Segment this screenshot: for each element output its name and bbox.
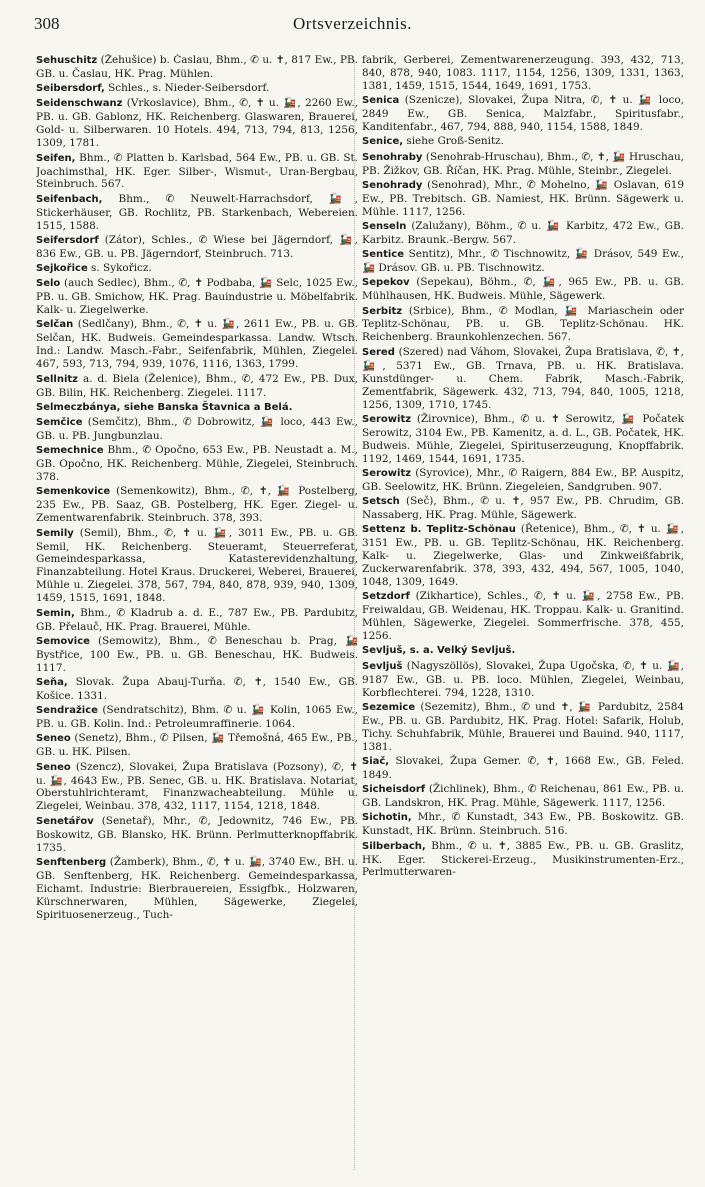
place-entry: [36, 761, 358, 814]
place-description: (Senohrab-Hruschau), Bhm., ✆, ✝, 🚂 Hruschau, PB. Žižkov, GB. Říčan, HK. Prag. Mühle, Steinbr., Ziegelei.: [362, 150, 684, 177]
place-description: (Sezemitz), Bhm., ✆ und ✝, 🚂 Pardubitz, 2584 Ew., PB. u. GB. Pardubitz, HK. Prag. Hotel: Safarik, Holub, Tichy. Schuhfabrik, Mühle, Brauerei und Bauind. 940, 1117, 1381.: [362, 700, 684, 753]
place-description: (Syrovice), Mhr., ✆ Raigern, 884 Ew., BP. Auspitz, GB. Seelowitz, HK. Brünn. Ziegeleien, Sandgruben. 907.: [362, 466, 684, 493]
place-name: Selčan: [36, 319, 74, 331]
place-description: (Zátor), Schles., ✆ Wiese bei Jägerndorf, 🚂, 836 Ew., GB. u. PB. Jägerndorf, Steinbruch. 713.: [36, 233, 358, 260]
place-entry: [36, 401, 358, 415]
place-description: Schles., s. Nieder-Seibersdorf.: [104, 82, 270, 95]
place-entry: [362, 248, 684, 275]
left-column: [36, 54, 358, 1174]
place-description: a. d. Biela (Želenice), Bhm., ✆, 472 Ew., PB. Dux, GB. Bilin, HK. Reichenberg. Ziegelei. 1117.: [36, 372, 358, 399]
place-entry: [362, 811, 684, 838]
place-name: Sepekov: [362, 277, 410, 289]
place-description: (Szenicze), Slovakei, Župa Nitra, ✆, ✝ u. 🚂 loco, 2849 Ew., GB. Senica, Malzfabr., Spiritusfabr., Kanditenfabr., 467, 794, 888, 940, 1154, 1588, 1849.: [362, 94, 684, 134]
place-description: Bhm., ✆ Opočno, 653 Ew., PB. Neustadt a. M., GB. Opočno, HK. Reichenberg. Mühle, Ziegelei, Steinbruch. 378.: [36, 444, 358, 484]
place-entry: [362, 701, 684, 754]
right-column: [362, 54, 684, 1174]
place-description: Slovakei, Župa Gemer. ✆, ✝, 1668 Ew., GB. Feled. 1849.: [362, 754, 684, 781]
place-name: Senice,: [362, 136, 404, 148]
place-entry: [362, 660, 684, 700]
place-entry: [362, 413, 684, 466]
place-entry: [36, 444, 358, 484]
place-entry: [36, 856, 358, 922]
place-name: Sicheisdorf: [362, 784, 426, 796]
place-entry: [36, 635, 358, 675]
place-name: Selo: [36, 278, 61, 290]
place-name: Siač,: [362, 755, 390, 767]
place-name: Sered: [362, 346, 395, 358]
place-description: Bhm., ✆ u. ✝, 3885 Ew., PB. u. GB. Graslitz, HK. Eger. Stickerei-Erzeug., Musikinstrumenten-Erz., Perlmutterwaren-: [362, 839, 684, 879]
place-name: Setsch: [362, 496, 400, 508]
place-description: Sentitz), Mhr., ✆ Tischnowitz, 🚂 Drásov, 549 Ew., 🚂 Drásov. GB. u. PB. Tischnowitz.: [362, 248, 684, 275]
place-entry: [36, 234, 358, 261]
place-name: Seňa,: [36, 676, 68, 688]
place-name: Seifen,: [36, 152, 76, 164]
place-name: Senohrady: [362, 179, 423, 191]
place-description: (Semčitz), Bhm., ✆ Dobrowitz, 🚂 loco, 443 Ew., GB. u. PB. Jungbunzlau.: [36, 416, 358, 442]
place-description: (Žirovnice), Bhm., ✆ u. ✝ Serowitz, 🚂 Počatek Serowitz, 3104 Ew., PB. Kamenitz, a. d. L., GB. Počatek, HK. Budweis. Mühle, Ziegelei, Spirituserzeugung, Knopffabrik. 1192, 1469, 1544, 1691, 1735.: [362, 412, 684, 465]
place-name: Sejkořice: [36, 263, 88, 275]
place-description: Slovak. Župa Abauj-Turňa. ✆, ✝, 1540 Ew., GB. Košice. 1331.: [36, 675, 358, 702]
place-description: (Szered) nad Váhom, Slovakei, Župa Bratislava, ✆, ✝, 🚂, 5371 Ew., GB. Trnava, PB. u. HK. Bratislava. Kunstdünger- u. Chem. Fabrik, Masch.-Fabrik, Zementfabrik, Sägewerk. 432, 713, 794, 840, 1005, 1218, 1256, 1309, 1710, 1745.: [362, 345, 684, 411]
place-entry: [36, 277, 358, 317]
place-name: Sellnitz: [36, 373, 78, 385]
place-description: (Zalužany), Böhm., ✆ u. 🚂 Karbitz, 472 Ew., GB. Karbitz. Braunk.-Bergw. 567.: [362, 219, 684, 246]
place-description: Bhm., ✆ Platten b. Karlsbad, 564 Ew., PB. u. GB. St. Joachimsthal, HK. Eger. Silber-, Wismut-, Uran-Bergbau, Steinbruch. 567.: [36, 151, 358, 191]
place-entry: [36, 373, 358, 400]
place-name: Senohraby: [362, 151, 423, 163]
place-name: Sendražice: [36, 705, 98, 717]
place-entry: [36, 82, 358, 96]
place-entry: [362, 523, 684, 589]
place-description: (Srbice), Bhm., ✆ Modlan, 🚂 Mariaschein oder Teplitz-Schönau, PB. u. GB. Teplitz-Schönau. HK. Reichenberg. Braunkohlenzechen. 567.: [362, 304, 684, 344]
place-description: Bhm., ✆ Neuwelt-Harrachsdorf, 🚂, Stickerhäuser, GB. Rochlitz, PB. Starkenbach, Webereien. 1515, 1588.: [36, 192, 358, 232]
place-description: (Semenkowitz), Bhm., ✆, ✝, 🚂 Postelberg, 235 Ew., PB. Saaz, GB. Postelberg, HK. Eger. Ziegel- u. Zementwarenfabrik. Steinbruch. 378, 393.: [36, 485, 358, 525]
place-description: (Senetař), Mhr., ✆, Jedownitz, 746 Ew., PB. Boskowitz, GB. Blansko, HK. Brünn. Perlmutterknopffabrik. 1735.: [36, 814, 358, 854]
place-description: (Senetz), Bhm., ✆ Pilsen, 🚂 Třemošná, 465 Ew., PB., GB. u. HK. Pilsen.: [36, 732, 358, 759]
place-entry: [362, 151, 684, 178]
place-name: Sezemice: [362, 701, 416, 713]
place-name: Sentice: [362, 249, 405, 261]
place-entry: [36, 54, 358, 81]
place-name: Senseln: [362, 220, 407, 232]
place-entry: [36, 527, 358, 606]
place-entry: [362, 305, 684, 345]
place-description: (Sepekau), Böhm., ✆, 🚂, 965 Ew., PB. u. GB. Mühlhausen, HK. Budweis. Mühle, Sägewerk.: [362, 276, 684, 303]
place-entry: [36, 97, 358, 150]
place-description: (Nagyszöllös), Slovakei, Župa Ugočska, ✆, ✝ u. 🚂, 9187 Ew., GB. u. PB. loco. Mühlen, Ziegelei, Weinbau, Korbflechterei. 794, 1228, 1310.: [362, 659, 684, 699]
place-entry: [36, 732, 358, 759]
page-header: [0, 14, 705, 40]
place-entry: [362, 276, 684, 303]
place-description: (Řetenice), Bhm., ✆, ✝ u. 🚂, 3151 Ew., PB. u. GB. Teplitz-Schönau, HK. Reichenberg. Kalk- u. Ziegelwerke, Glas- und Zinkweißfabrik, Zuckerwarenfabrik. 378, 393, 432, 494, 567, 1005, 1040, 1048, 1309, 1649.: [362, 523, 684, 589]
place-name: Serbitz: [362, 305, 403, 317]
place-name: Semily: [36, 527, 74, 539]
place-entry: [362, 495, 684, 522]
place-description: fabrik, Gerberei, Zementwarenerzeugung. 393, 432, 713, 840, 878, 940, 1083. 1117, 1154, 1256, 1309, 1331, 1363, 1381, 1459, 1515, 1544, 1649, 1691, 1753.: [362, 54, 684, 92]
place-entry: [362, 54, 684, 93]
place-name: Seifenbach,: [36, 193, 103, 205]
place-entry: [362, 94, 684, 134]
place-description: Mhr., ✆ Kunstadt, 343 Ew., PB. Boskowitz. GB. Kunstadt, HK. Brünn. Steinbruch. 516.: [362, 811, 684, 838]
place-description: (auch Sedlec), Bhm., ✆, ✝ Podbaba, 🚂 Selc, 1025 Ew., PB. u. GB. Smichow, HK. Prag. Bauindustrie u. Möbelfabrik. Kalk- u. Ziegelwerke.: [36, 277, 358, 317]
place-name: Senetářov: [36, 815, 94, 827]
place-entry: [36, 193, 358, 233]
place-entry: [362, 755, 684, 782]
place-name: Serowitz: [362, 467, 412, 479]
place-entry: [36, 152, 358, 192]
place-description: (Sedlčany), Bhm., ✆, ✝ u. 🚂, 2611 Ew., PB. u. GB. Selčan, HK. Budweis. Gemeindesparkassa. Landw. Wtsch. Ind.: Landw. Masch.-Fabr., Seifenfabrik, Mühlen, Ziegelei. 467, 593, 713, 794, 939, 1076, 1116, 1363, 1799.: [36, 318, 358, 371]
place-entry: [36, 416, 358, 443]
place-name: Semenkovice: [36, 486, 111, 498]
place-description: (Žehušice) b. Časlau, Bhm., ✆ u. ✝, 817 Ew., PB. GB. u. Časlau, HK. Prag. Mühlen.: [36, 54, 358, 80]
place-entry: [362, 135, 684, 149]
place-name: Senftenberg: [36, 856, 107, 868]
place-name: Sichotin,: [362, 812, 412, 824]
place-name: Seneo: [36, 733, 71, 745]
place-name: Sehuschitz: [36, 55, 98, 66]
place-name: Semčice: [36, 417, 83, 429]
place-entry: [362, 220, 684, 247]
place-entry: [362, 783, 684, 810]
place-description: (Žamberk), Bhm., ✆, ✝ u. 🚂, 3740 Ew., BH. u. GB. Senftenberg, HK. Reichenberg. Gemeindesparkassa, Eichamt. Industrie: Bierbrauereien, Essigfbk., Holzwaren, Kürschnerwaren, Mühlen, Sägewerke, Ziegelei, Spirituosenerzeug., Tuch-: [36, 855, 358, 921]
place-name: Setzdorf: [362, 591, 410, 603]
place-description: (Seč), Bhm., ✆ u. ✝, 957 Ew., PB. Chrudim, GB. Nassaberg, HK. Prag. Mühle, Sägewerk.: [362, 495, 684, 522]
place-name: Sevljuš, s. a. Velký Sevljuš.: [362, 645, 516, 657]
place-description: Bhm., ✆ Kladrub a. d. E., 787 Ew., PB. Pardubitz, GB. Přelauč, HK. Prag. Brauerei, Mühle.: [36, 606, 358, 633]
place-entry: [36, 676, 358, 703]
place-entry: [362, 590, 684, 643]
place-description: s. Sykořicz.: [87, 262, 152, 275]
place-name: Selmeczbánya, siehe Banska Štavnica a Belá.: [36, 401, 293, 413]
place-entry: [362, 840, 684, 880]
place-entry: [36, 262, 358, 276]
place-description: (Szencz), Slovakei, Župa Bratislava (Pozsony), ✆, ✝ u. 🚂, 4643 Ew., PB. Senec, GB. u. HK. Bratislava. Notariat, Oberstuhlrichteramt, Finanzwacheabteilung. Mühle u. Ziegelei, Weinbau. 378, 432, 1117, 1154, 1218, 1848.: [36, 760, 358, 813]
place-entry: [36, 485, 358, 525]
place-description: (Žichlinek), Bhm., ✆ Reichenau, 861 Ew., PB. u. GB. Landskron, HK. Prag. Mühle, Sägewerk. 1117, 1256.: [362, 783, 684, 810]
place-description: (Semil), Bhm., ✆, ✝ u. 🚂, 3011 Ew., PB. u. GB. Semil, HK. Reichenberg. Steueramt, Steuerreferat, Gemeindesparkassa, Katasterevidenzhaltung, Finanzabteilung. Hotel Kraus. Druckerei, Weberei, Brauerei, Mühle u. Ziegelei. 378, 567, 794, 840, 878, 939, 940, 1309, 1459, 1515, 1691, 1848.: [36, 526, 358, 605]
place-name: Serowitz: [362, 413, 412, 425]
place-description: (Sendratschitz), Bhm. ✆ u. 🚂 Kolin, 1065 Ew., PB. u. GB. Kolin. Ind.: Petroleumraffinerie. 1064.: [36, 704, 358, 731]
place-name: Seibersdorf,: [36, 83, 105, 95]
place-entry: [36, 815, 358, 855]
place-name: Seifersdorf: [36, 234, 99, 246]
place-description: (Zikhartice), Schles., ✆, ✝ u. 🚂, 2758 Ew., PB. Freiwaldau, GB. Weidenau, HK. Troppau. Kalk- u. Granitind. Mühlen, Sägewerke, Ziegelei. Sommerfrische. 378, 455, 1256.: [362, 590, 684, 643]
place-name: Semovice: [36, 635, 90, 647]
place-name: Seneo: [36, 761, 71, 773]
place-entry: [362, 179, 684, 219]
place-name: Silberbach,: [362, 840, 426, 852]
place-name: Semin,: [36, 607, 75, 619]
place-entry: [362, 346, 684, 412]
place-name: Seidenschwanz: [36, 98, 123, 110]
place-name: Senica: [362, 95, 400, 107]
place-entry: [362, 644, 684, 658]
place-description: (Senohrad), Mhr., ✆ Mohelno, 🚂 Oslavan, 619 Ew., PB. Trebitsch. GB. Namiest, HK. Brünn. Sägewerk u. Mühle. 1117, 1256.: [362, 178, 684, 218]
place-name: Semechnice: [36, 445, 104, 457]
place-name: Sevljuš: [362, 660, 403, 672]
place-entry: [36, 318, 358, 371]
place-description: (Semowitz), Bhm., ✆ Beneschau b. Prag, 🚂 Bystřice, 100 Ew., PB. u. GB. Beneschau, HK. Budweis. 1117.: [36, 634, 358, 674]
place-entry: [36, 607, 358, 634]
place-name: Settenz b. Teplitz-Schönau: [362, 524, 516, 536]
page-title: Ortsverzeichnis.: [293, 14, 412, 33]
page-number: 308: [34, 14, 60, 33]
place-description: (Vrkoslavice), Bhm., ✆, ✝ u. 🚂, 2260 Ew., PB. u. GB. Gablonz, HK. Reichenberg. Glaswaren, Brauerei, Gold- u. Silberwaren. 10 Hotels. 494, 713, 794, 813, 1256, 1309, 1781.: [36, 97, 358, 150]
place-entry: [36, 704, 358, 731]
place-description: siehe Groß-Senitz.: [403, 135, 504, 148]
place-entry: [362, 467, 684, 494]
